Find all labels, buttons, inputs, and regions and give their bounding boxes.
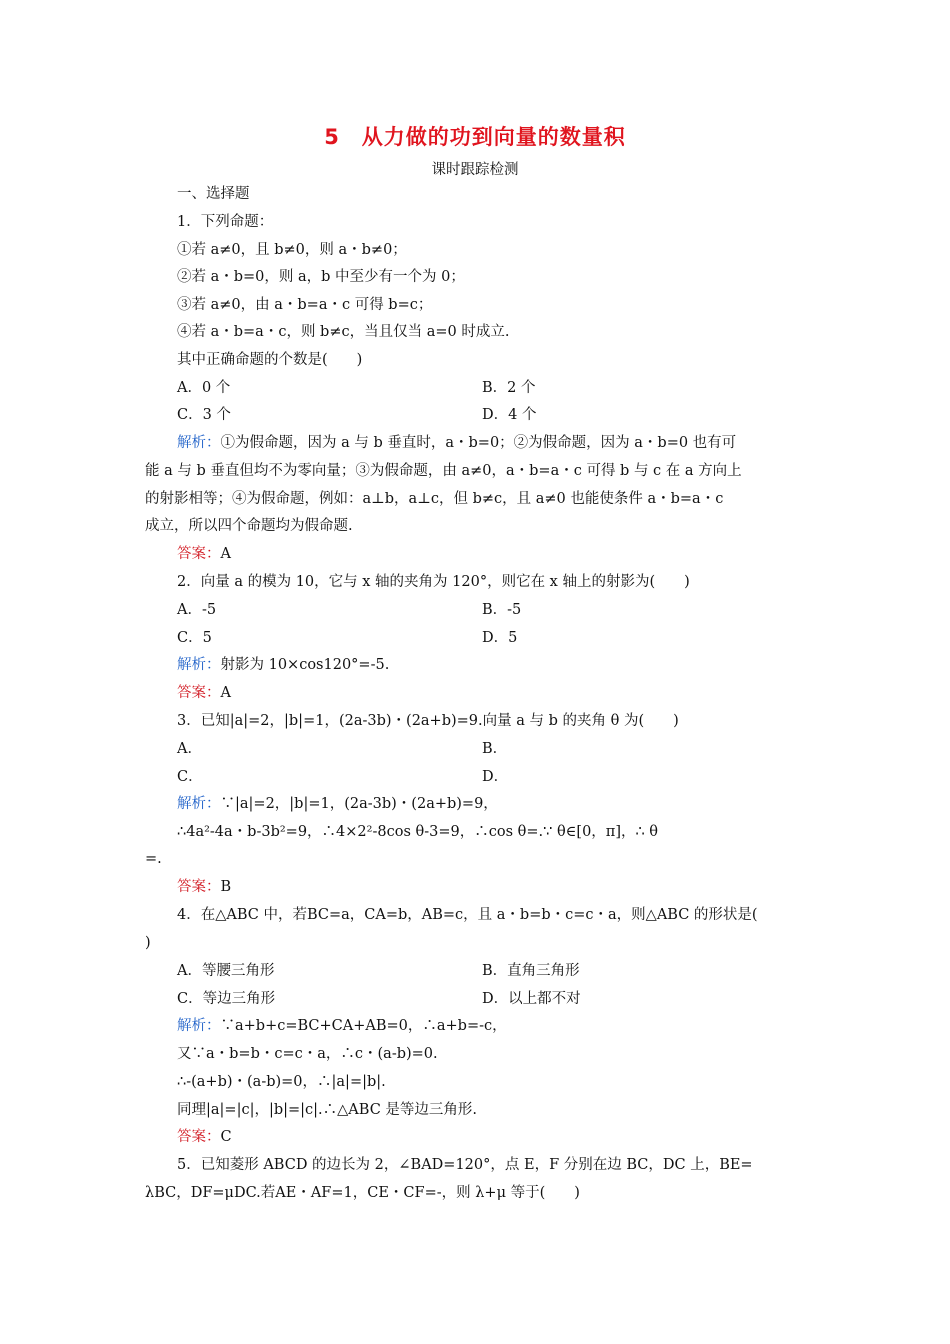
text-line-q2_s1: [177, 655, 389, 675]
line-text: ∵|a|=2，|b|=1，(2a-3b)・(2a+b)=9，: [220, 796, 498, 812]
line-text: 其中正确命题的个数是( ): [177, 352, 363, 368]
line-text: 又∵a・b=b・c=c・a，∴c・(a-b)=0.: [177, 1046, 438, 1062]
answer-label: 答案：: [177, 879, 221, 895]
text-line-q5_b: [145, 1183, 580, 1203]
text-line-q1_s4: [145, 516, 353, 536]
text-line-q4: [177, 905, 758, 925]
text-line-q4_B: [482, 961, 580, 981]
line-text: C．3 个: [177, 407, 231, 423]
text-line-q2_D: [482, 628, 517, 648]
text-line-q1_s1: [177, 433, 736, 453]
text-line-q1_ans: [177, 544, 231, 564]
line-text: C: [220, 1129, 232, 1145]
line-text: ④若 a・b=a・c，则 b≠c，当且仅当 a=0 时成立.: [177, 324, 510, 340]
line-text: D．: [482, 769, 509, 785]
text-line-q1_D: [482, 405, 536, 425]
text-line-q1_s2: [145, 461, 742, 481]
text-line-q1_C: [177, 405, 231, 425]
page-title: 5 从力做的功到向量的数量积: [324, 125, 626, 149]
text-line-q4_s4: [177, 1100, 477, 1120]
line-text: D．4 个: [482, 407, 537, 423]
text-line-q1_4: [177, 322, 509, 342]
line-text: λBC，DF=μDC.若AE・AF=1，CE・CF=-，则 λ+μ 等于( ): [145, 1185, 580, 1201]
line-text: C．: [177, 769, 203, 785]
answer-label: 答案：: [177, 1129, 221, 1145]
answer-label: 答案：: [177, 546, 221, 562]
line-text: B．2 个: [482, 380, 536, 396]
line-text: 同理|a|=|c|，|b|=|c|.∴△ABC 是等边三角形.: [177, 1102, 478, 1118]
text-line-q3_A: [177, 739, 202, 759]
text-line-q3_s2: [177, 822, 658, 842]
line-text: ): [145, 935, 151, 951]
text-line-q1_3: [177, 295, 432, 315]
text-line-q1_ask: [177, 350, 362, 370]
text-line-q2: [177, 572, 690, 592]
text-line-q4_s2: [177, 1044, 438, 1064]
line-text: ③若 a≠0，由 a・b=a・c 可得 b=c；: [177, 297, 433, 313]
text-line-q1_2: [177, 267, 465, 287]
page-subtitle: 课时跟踪检测: [431, 162, 519, 178]
text-line-q4_C: [177, 989, 275, 1009]
text-line-q4_D: [482, 989, 581, 1009]
text-line-q4_A: [177, 961, 274, 981]
text-line-q4_s1: [177, 1016, 507, 1036]
line-text: 4．在△ABC 中，若BC=a，CA=b，AB=c，且 a・b=b・c=c・a，则△ABC 的形状是(: [177, 907, 758, 923]
text-line-q1_s3: [145, 489, 723, 509]
text-line-q3_s3: [145, 849, 162, 869]
line-text: B: [220, 879, 232, 895]
line-text: 3．已知|a|=2，|b|=1，(2a-3b)・(2a+b)=9.向量 a 与 b 的夹角 θ 为( ): [177, 713, 679, 729]
solution-label: 解析：: [177, 1018, 221, 1034]
text-line-q3_B: [482, 739, 507, 759]
text-line-q3_s1: [177, 794, 498, 814]
text-line-q2_A: [177, 600, 216, 620]
line-text: ①为假命题，因为 a 与 b 垂直时，a・b=0；②为假命题，因为 a・b=0 也有可: [220, 435, 737, 451]
line-text: 2．向量 a 的模为 10，它与 x 轴的夹角为 120°，则它在 x 轴上的射影为( ): [177, 574, 690, 590]
line-text: =.: [145, 851, 162, 867]
text-line-q3_C: [177, 767, 203, 787]
line-text: 成立，所以四个命题均为假命题.: [145, 518, 353, 534]
line-text: B．直角三角形: [482, 963, 580, 979]
line-text: 射影为 10×cos120°=-5.: [220, 657, 390, 673]
line-text: 1．下列命题：: [177, 214, 274, 230]
text-line-q3_ans: [177, 877, 231, 897]
line-text: ①若 a≠0，且 b≠0，则 a・b≠0；: [177, 242, 407, 258]
line-text: A: [220, 685, 231, 701]
line-text: A．-5: [177, 602, 217, 618]
text-line-q4_ans: [177, 1127, 232, 1147]
text-line-q1_1: [177, 240, 407, 260]
text-line-q1: [177, 212, 273, 232]
line-text: ②若 a・b=0，则 a，b 中至少有一个为 0；: [177, 269, 465, 285]
text-line-q1_B: [482, 378, 536, 398]
line-text: A．0 个: [177, 380, 231, 396]
line-text: ∴-(a+b)・(a-b)=0，∴|a|=|b|.: [177, 1074, 386, 1090]
line-text: ∵a+b+c=BC+CA+AB=0，∴a+b=-c，: [220, 1018, 507, 1034]
line-text: C．等边三角形: [177, 991, 276, 1007]
line-text: B．-5: [482, 602, 522, 618]
text-line-q1_A: [177, 378, 230, 398]
line-text: D．以上都不对: [482, 991, 581, 1007]
line-text: D．5: [482, 630, 518, 646]
text-line-q3_D: [482, 767, 508, 787]
solution-label: 解析：: [177, 435, 221, 451]
line-text: 5．已知菱形 ABCD 的边长为 2，∠BAD=120°，点 E，F 分别在边 BC，DC 上，BE=: [177, 1157, 753, 1173]
text-line-q2_B: [482, 600, 521, 620]
text-line-q5: [177, 1155, 753, 1175]
text-line-q2_ans: [177, 683, 231, 703]
line-text: B．: [482, 741, 508, 757]
solution-label: 解析：: [177, 796, 221, 812]
line-text: A．等腰三角形: [177, 963, 275, 979]
text-line-q2_C: [177, 628, 212, 648]
section-heading: 一、选择题: [177, 186, 250, 202]
line-text: C．5: [177, 630, 212, 646]
line-text: 的射影相等；④为假命题，例如：a⊥b，a⊥c，但 b≠c，且 a≠0 也能使条件 a・b=a・c: [145, 491, 724, 507]
line-text: ∴4a²-4a・b-3b²=9，∴4×2²-8cos θ-3=9，∴cos θ=.∵ θ∈[0，π]，∴ θ: [177, 824, 659, 840]
line-text: 能 a 与 b 垂直但均不为零向量；③为假命题，由 a≠0，a・b=a・c 可得 b 与 c 在 a 方向上: [145, 463, 742, 479]
answer-label: 答案：: [177, 685, 221, 701]
text-line-q4_s3: [177, 1072, 386, 1092]
line-text: A: [220, 546, 231, 562]
text-line-q3: [177, 711, 679, 731]
line-text: A．: [177, 741, 202, 757]
solution-label: 解析：: [177, 657, 221, 673]
text-line-q4_b: [145, 933, 151, 953]
